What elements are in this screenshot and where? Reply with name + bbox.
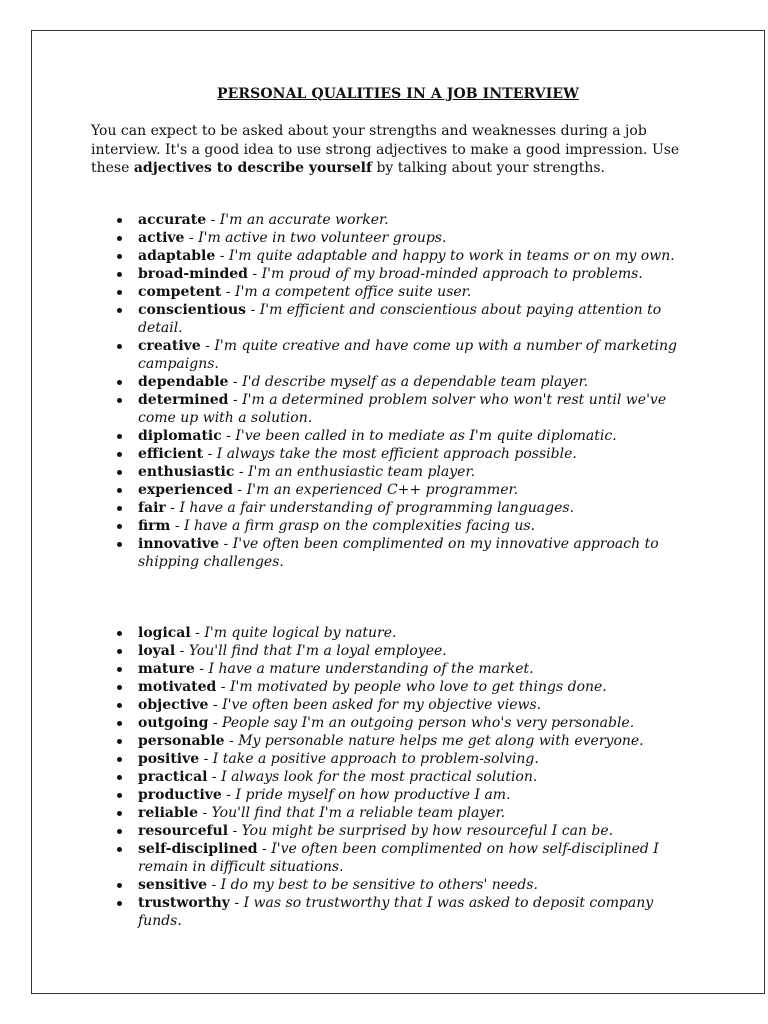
list-item — [32, 642, 678, 660]
adjective-term: practical — [138, 769, 208, 785]
adjective-term: diplomatic — [138, 428, 222, 444]
list-item — [32, 696, 678, 714]
list-item — [32, 894, 678, 930]
list-item — [32, 624, 678, 642]
dash-separator: - — [165, 500, 180, 516]
adjective-term: self-disciplined — [138, 841, 258, 857]
dash-separator: - — [221, 428, 236, 444]
example-sentence: I always look for the most practical solution. — [221, 769, 538, 785]
intro-paragraph — [91, 122, 681, 178]
dash-separator: - — [194, 661, 209, 677]
adjective-term: creative — [138, 338, 201, 354]
adjective-term: productive — [138, 787, 222, 803]
list-item — [32, 804, 678, 822]
example-sentence: I've often been complimented on how self-disciplined I remain in difficult situations. — [138, 841, 659, 875]
dash-separator: - — [224, 733, 239, 749]
list-item — [32, 481, 678, 499]
intro-bold-phrase: adjectives to describe yourself — [133, 160, 373, 176]
example-sentence: I was so trustworthy that I was asked to deposit company funds. — [138, 895, 654, 929]
example-sentence: I'm an experienced C++ programmer. — [246, 482, 519, 498]
dash-separator: - — [207, 769, 222, 785]
example-sentence: I do my best to be sensitive to others' needs. — [220, 877, 538, 893]
example-sentence: You'll find that I'm a loyal employee. — [188, 643, 447, 659]
list-item — [32, 750, 678, 768]
example-sentence: I always take the most efficient approach possible. — [216, 446, 577, 462]
dash-separator: - — [175, 643, 189, 659]
adjective-term: dependable — [138, 374, 229, 390]
example-sentence: I take a positive approach to problem-solving. — [212, 751, 539, 767]
adjective-term: enthusiastic — [138, 464, 235, 480]
dash-separator: - — [247, 266, 262, 282]
dash-separator: - — [190, 625, 205, 641]
example-sentence: I'm motivated by people who love to get things done. — [229, 679, 607, 695]
example-sentence: I'm quite creative and have come up with a number of marketing campaigns. — [138, 338, 677, 372]
list-item — [32, 678, 678, 696]
adjective-term: resourceful — [138, 823, 229, 839]
adjective-term: positive — [138, 751, 200, 767]
adjective-term: logical — [138, 625, 191, 641]
adjective-term: loyal — [138, 643, 176, 659]
dash-separator: - — [216, 679, 230, 695]
example-sentence: I'm quite adaptable and happy to work in teams or on my own. — [228, 248, 675, 264]
adjective-term: trustworthy — [138, 895, 230, 911]
dash-separator: - — [208, 715, 223, 731]
example-sentence: You might be surprised by how resourceful I can be. — [241, 823, 614, 839]
list-item — [32, 373, 678, 391]
example-sentence: I'm quite logical by nature. — [204, 625, 397, 641]
list-item — [32, 517, 678, 535]
example-sentence: I've often been complimented on my innovative approach to shipping challenges. — [138, 536, 659, 570]
adjective-term: fair — [138, 500, 166, 516]
example-sentence: I have a firm grasp on the complexities facing us. — [184, 518, 536, 534]
adjective-term: adaptable — [138, 248, 216, 264]
list-item — [32, 283, 678, 301]
dash-separator: - — [221, 787, 236, 803]
adjective-term: determined — [138, 392, 229, 408]
document-page — [31, 30, 765, 994]
adjective-term: objective — [138, 697, 209, 713]
intro-text-before: You can expect to be asked about your strengths and weaknesses during a job interview. It's a good idea to use strong adjectives to make a good impression. Use these — [91, 123, 680, 176]
list-item — [32, 211, 678, 229]
list-item — [32, 337, 678, 373]
list-item — [32, 229, 678, 247]
dash-separator: - — [184, 230, 199, 246]
adjective-term: efficient — [138, 446, 204, 462]
list-item — [32, 535, 678, 571]
list-item — [32, 732, 678, 750]
adjective-term: firm — [138, 518, 171, 534]
adjective-term: competent — [138, 284, 222, 300]
list-item — [32, 247, 678, 265]
dash-separator: - — [200, 338, 215, 354]
example-sentence: My personable nature helps me get along with everyone. — [238, 733, 644, 749]
adjective-term: experienced — [138, 482, 233, 498]
example-sentence: I have a fair understanding of programming languages. — [179, 500, 575, 516]
dash-separator: - — [198, 805, 212, 821]
adjective-list-1 — [32, 211, 678, 571]
example-sentence: I pride myself on how productive I am. — [235, 787, 511, 803]
list-item — [32, 786, 678, 804]
adjective-term: personable — [138, 733, 225, 749]
dash-separator: - — [232, 482, 247, 498]
adjective-list-2 — [32, 624, 678, 930]
dash-separator: - — [246, 302, 260, 318]
dash-separator: - — [207, 877, 221, 893]
dash-separator: - — [228, 823, 242, 839]
adjective-term: innovative — [138, 536, 220, 552]
dash-separator: - — [170, 518, 185, 534]
dash-separator: - — [199, 751, 213, 767]
adjective-term: reliable — [138, 805, 199, 821]
dash-separator: - — [219, 536, 233, 552]
example-sentence: People say I'm an outgoing person who's very personable. — [222, 715, 635, 731]
dash-separator: - — [257, 841, 272, 857]
example-sentence: I'm an accurate worker. — [219, 212, 389, 228]
dash-separator: - — [229, 895, 244, 911]
list-item — [32, 822, 678, 840]
example-sentence: I'm an enthusiastic team player. — [248, 464, 476, 480]
example-sentence: I'm efficient and conscientious about paying attention to detail. — [138, 302, 662, 336]
adjective-term: motivated — [138, 679, 217, 695]
dash-separator: - — [215, 248, 229, 264]
list-item — [32, 265, 678, 283]
example-sentence: I've been called in to mediate as I'm quite diplomatic. — [235, 428, 617, 444]
example-sentence: I'm proud of my broad-minded approach to problems. — [261, 266, 643, 282]
list-item — [32, 499, 678, 517]
adjective-term: mature — [138, 661, 195, 677]
example-sentence: I've often been asked for my objective views. — [222, 697, 542, 713]
adjective-term: broad-minded — [138, 266, 248, 282]
intro-text-after: by talking about your strengths. — [372, 160, 605, 176]
list-item — [32, 427, 678, 445]
list-item — [32, 391, 678, 427]
example-sentence: I have a mature understanding of the market. — [208, 661, 534, 677]
adjective-term: accurate — [138, 212, 207, 228]
dash-separator: - — [203, 446, 217, 462]
list-item — [32, 445, 678, 463]
adjective-term: active — [138, 230, 185, 246]
example-sentence: I'd describe myself as a dependable team player. — [242, 374, 589, 390]
list-item — [32, 840, 678, 876]
dash-separator: - — [208, 697, 223, 713]
dash-separator: - — [228, 392, 243, 408]
example-sentence: I'm a competent office suite user. — [235, 284, 472, 300]
example-sentence: I'm a determined problem solver who won't rest until we've come up with a solution. — [138, 392, 667, 426]
list-item — [32, 463, 678, 481]
dash-separator: - — [221, 284, 236, 300]
dash-separator: - — [206, 212, 220, 228]
example-sentence: I'm active in two volunteer groups. — [198, 230, 447, 246]
adjective-term: sensitive — [138, 877, 207, 893]
list-item — [32, 876, 678, 894]
list-item — [32, 301, 678, 337]
dash-separator: - — [228, 374, 243, 390]
list-item — [32, 660, 678, 678]
list-item — [32, 714, 678, 732]
document-title: PERSONAL QUALITIES IN A JOB INTERVIEW — [217, 86, 579, 102]
adjective-term: outgoing — [138, 715, 209, 731]
list-item — [32, 768, 678, 786]
example-sentence: You'll find that I'm a reliable team player. — [211, 805, 506, 821]
dash-separator: - — [234, 464, 249, 480]
adjective-term: conscientious — [138, 302, 247, 318]
